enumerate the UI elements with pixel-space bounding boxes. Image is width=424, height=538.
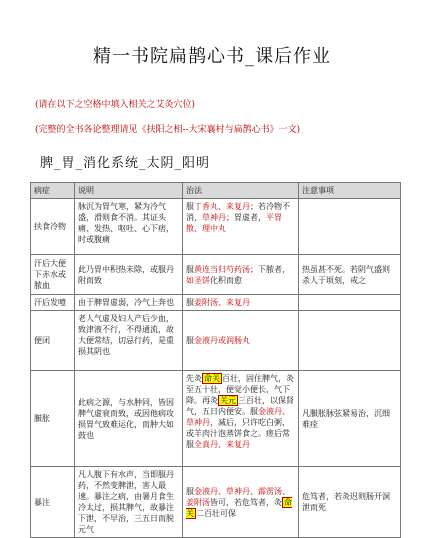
treatment-cell bbox=[183, 371, 299, 467]
treatment-text: 二百壮可保 bbox=[196, 508, 236, 518]
treatment-text: 服 bbox=[186, 264, 194, 274]
description-cell: 此乃胃中积热未除，或服丹附而致 bbox=[75, 255, 183, 295]
description-cell: 由于脾胃虚弱，冷气上奔也 bbox=[75, 295, 183, 311]
header-disease: 病症 bbox=[31, 183, 75, 199]
table-row bbox=[31, 199, 401, 255]
treatment-text: ；若冷物不消， bbox=[186, 202, 290, 222]
table-header-row bbox=[31, 183, 401, 199]
treatment-text: 服 bbox=[186, 336, 194, 345]
prescription-text: 全真丹、来复丹 bbox=[194, 440, 250, 449]
description-cell: 凡人腹下有水声，当即服丹药，不然变脾泄，害人最速。暴注之病，由暑月食生冷太过，损其脾气，故暴注下泄，不早治，三五日而脱元气 bbox=[75, 467, 183, 538]
acupoint-highlight: 命关 bbox=[186, 497, 292, 518]
treatment-text: 先灸 bbox=[186, 374, 202, 383]
prescription-text: 金液丹、草神丹 bbox=[186, 407, 290, 427]
description-cell: 老人气虚及妇人产后少血，致津液不行，不得通流，故大便常结，切忌行药，是重损其阴也 bbox=[75, 311, 183, 371]
treatment-cell bbox=[183, 199, 299, 255]
caution-cell bbox=[299, 199, 401, 255]
table-row bbox=[31, 467, 401, 538]
disease-cell: 便闭 bbox=[31, 311, 75, 371]
reference-note: (完整的全书各论整理请见《扶阳之相--大宋襄村与扁鹊心书》一文) bbox=[35, 125, 301, 135]
treatment-cell bbox=[183, 467, 299, 538]
treatment-text: 皆可，若危笃者，灸 bbox=[210, 497, 282, 507]
acupoint-highlight: 关元 bbox=[220, 396, 236, 405]
table-row bbox=[31, 255, 401, 295]
disease-cell: 汗后大便下赤水或脓血 bbox=[31, 255, 75, 295]
section-heading: 脾_胃_消化系统_太阴_阳明 bbox=[40, 156, 211, 171]
disease-cell: 臌胀 bbox=[31, 371, 75, 467]
caution-cell bbox=[299, 311, 401, 371]
prescription-text: 姜附汤、来复丹 bbox=[194, 298, 250, 307]
prescription-text: 平胃散、理中丸 bbox=[186, 213, 282, 233]
treatment-text: ；下脓者， bbox=[250, 264, 290, 274]
treatment-cell bbox=[183, 311, 299, 371]
prescription-text: 金液丹或润肠丸 bbox=[194, 336, 250, 345]
treatment-text: 百壮，固住脾气，灸至五十壮，便觉小便长，气下降。再灸 bbox=[186, 374, 294, 405]
prescription-text: 草神丹 bbox=[202, 213, 226, 222]
header-treatment: 治法 bbox=[183, 183, 299, 199]
instruction-note: (请在以下之空格中填入相关之艾灸穴位) bbox=[35, 100, 196, 110]
treatment-cell bbox=[183, 295, 299, 311]
caution-cell: 凡臌胀脉弦紧易治，沉细难痊 bbox=[299, 371, 401, 467]
description-cell: 脉沉为胃气寒，紧为冷气盛，滑则食不消。其证头痛、发热、呕吐、心下痞，时或腹痛 bbox=[75, 199, 183, 255]
treatment-cell bbox=[183, 255, 299, 295]
caution-cell: 热虽甚不死。若阴气盛则杀人于顷刻，戒之 bbox=[299, 255, 401, 295]
treatment-text: 服 bbox=[186, 486, 194, 496]
table-row bbox=[31, 295, 401, 311]
treatment-text: 三百壮，以保肾气，五日内便安。服 bbox=[186, 396, 294, 416]
disease-cell: 暴注 bbox=[31, 467, 75, 538]
caution-cell: 危笃者，若灸迟则肠开洞泄而死 bbox=[299, 467, 401, 538]
homework-table bbox=[30, 182, 401, 538]
caution-cell bbox=[299, 295, 401, 311]
table-row bbox=[31, 371, 401, 467]
description-cell: 此病之源，与水肿同，皆因脾气虚衰而致，或因他病攻损胃气致难运化，而肿大如鼓也 bbox=[75, 371, 183, 467]
treatment-text: 化积而愈 bbox=[210, 275, 242, 285]
table-row bbox=[31, 311, 401, 371]
page-title: 精一书院扁鹊心书_课后作业 bbox=[93, 46, 331, 67]
disease-cell: 扶食冷物 bbox=[31, 199, 75, 255]
acupoint-highlight: 命关 bbox=[204, 374, 220, 383]
treatment-text: 服 bbox=[186, 298, 194, 307]
disease-cell: 汗后发噎 bbox=[31, 295, 75, 311]
header-caution: 注意事项 bbox=[299, 183, 401, 199]
treatment-text: ；胃虚者， bbox=[226, 213, 266, 222]
prescription-text: 丁香丸、来复丹 bbox=[194, 202, 250, 211]
header-description: 说明 bbox=[75, 183, 183, 199]
prescription-text: 黄连当归芍药汤 bbox=[194, 264, 250, 274]
treatment-text: 服 bbox=[186, 202, 194, 211]
prescription-text: 如圣饼 bbox=[186, 275, 210, 285]
treatment-text: ，减后，只许吃白粥，或羊肉汁泡蒸饼食之。瘥后常服 bbox=[186, 418, 290, 449]
prescription-text: 金液丹、草神丹、霹雳汤、姜附汤 bbox=[186, 486, 290, 507]
